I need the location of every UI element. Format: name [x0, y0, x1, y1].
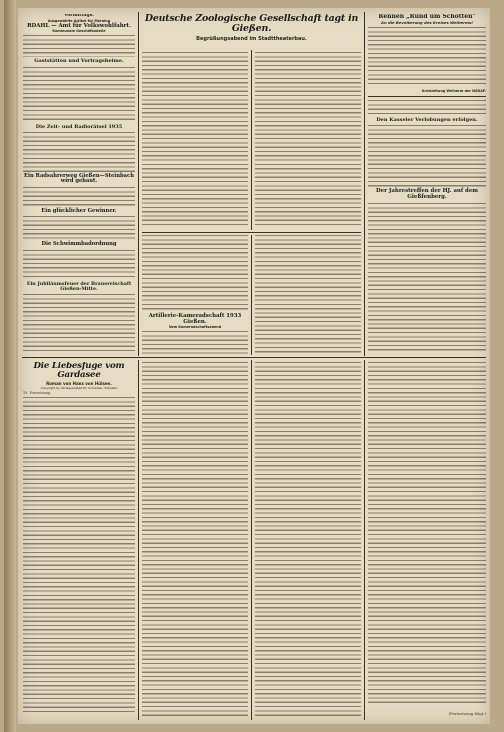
lower-right: [368, 362, 486, 712]
text-block: [368, 27, 486, 87]
text-block: [23, 216, 135, 240]
text-block: [23, 132, 135, 172]
heading-verlobungen: Den Kasseler Verlobungen erfolgen.: [376, 117, 478, 124]
lower-center-left: [142, 362, 248, 718]
column-rule: [364, 360, 365, 720]
text-block: [368, 203, 486, 353]
text-block: [23, 35, 135, 57]
text-block: [368, 100, 486, 116]
text-block: [142, 362, 248, 716]
lower-center-right: [255, 362, 361, 718]
heading-gewinner: Ein glücklicher Gewinner.: [41, 207, 117, 214]
heading-radioraetsel: Die Zeit- und Radiorätsel 1935: [35, 123, 123, 130]
newspaper-page: [18, 8, 490, 724]
center-header: [142, 14, 361, 54]
right-column: [368, 14, 486, 356]
heading-amt: RDAHL — Amt für Volkswohlfahrt.: [27, 22, 131, 29]
subheading: Kommunale Geschäftsstelle: [52, 29, 106, 34]
center-right-column: [255, 52, 361, 230]
text-block: [23, 250, 135, 280]
subheading: Ausgewählte Artikel für Morning: [47, 18, 111, 23]
section-rule: [142, 232, 361, 233]
column-rule: [251, 360, 252, 720]
heading-schwimmbad: Die Schwimmbadordnung: [41, 241, 117, 248]
serial-chapter: 19. Fortsetzung.: [23, 391, 52, 396]
heading-artillerie: Artillerie-Kameradschaft 1933 Gießen.: [148, 313, 242, 325]
center-lower-left: [142, 235, 248, 355]
text-block: [23, 67, 135, 123]
text-block: [23, 397, 135, 715]
heading-jahrestreffen: Der Jahrestreffen der HJ. auf dem Gießfenberg.: [376, 188, 478, 201]
serial-column: [23, 362, 135, 720]
text-block: [255, 52, 361, 228]
heading-gaststaetten: Gaststätten und Vortragsheime.: [34, 58, 124, 65]
subheading: Vom Kameradschaftsabend: [168, 325, 222, 330]
left-column: [23, 14, 135, 356]
page-binding-edge: [4, 0, 16, 732]
serial-byline: Roman von Hans von Hülsen.: [46, 381, 112, 387]
heading-brauerei: Ein Jubiläumsfeuer der Brauereischaft Gießen-Mitte.: [26, 280, 132, 292]
serial-title: Die Liebesfuge vom Gardasee: [33, 362, 125, 381]
text-block: [368, 362, 486, 704]
main-subheadline: Begrüßungsabend im Stadttheaterbau.: [196, 35, 307, 42]
serial-copyright: Copyright by Verlagsanstalt Dr. Schreiber, Potsdam: [40, 386, 118, 391]
text-block: [142, 331, 248, 355]
text-block: [142, 235, 248, 311]
column-rule: [138, 360, 139, 720]
column-rule: [138, 12, 139, 356]
text-block: [23, 294, 135, 354]
text-block: [255, 235, 361, 353]
main-headline: Deutsche Zoologische Gesellschaft tagt in Gießen.: [144, 14, 359, 34]
section-rule: [22, 357, 486, 358]
section-rule: [368, 96, 486, 97]
subheading: An die Bevölkerung des Kreises Weiherms!: [381, 20, 473, 26]
heading-rennen: Rennen „Rund um Schotten": [378, 14, 476, 20]
heading-radsahrerweg: Ein Radsahrerweg Gießen—Steinbach wird gebaut.: [24, 172, 134, 185]
continued-note: (Fortsetzung folgt.): [448, 711, 486, 716]
text-block: [23, 187, 135, 207]
heading-vormittags: Vormittags.: [64, 14, 94, 18]
text-block: [142, 52, 248, 228]
text-block: [368, 125, 486, 187]
column-rule: [251, 235, 252, 355]
column-rule: [251, 50, 252, 230]
signature: Kreisleitung Weiherm der NSDAP.: [421, 89, 486, 94]
center-lower-right: [255, 235, 361, 355]
column-rule: [364, 12, 365, 356]
text-block: [255, 362, 361, 716]
center-left-column: [142, 52, 248, 230]
